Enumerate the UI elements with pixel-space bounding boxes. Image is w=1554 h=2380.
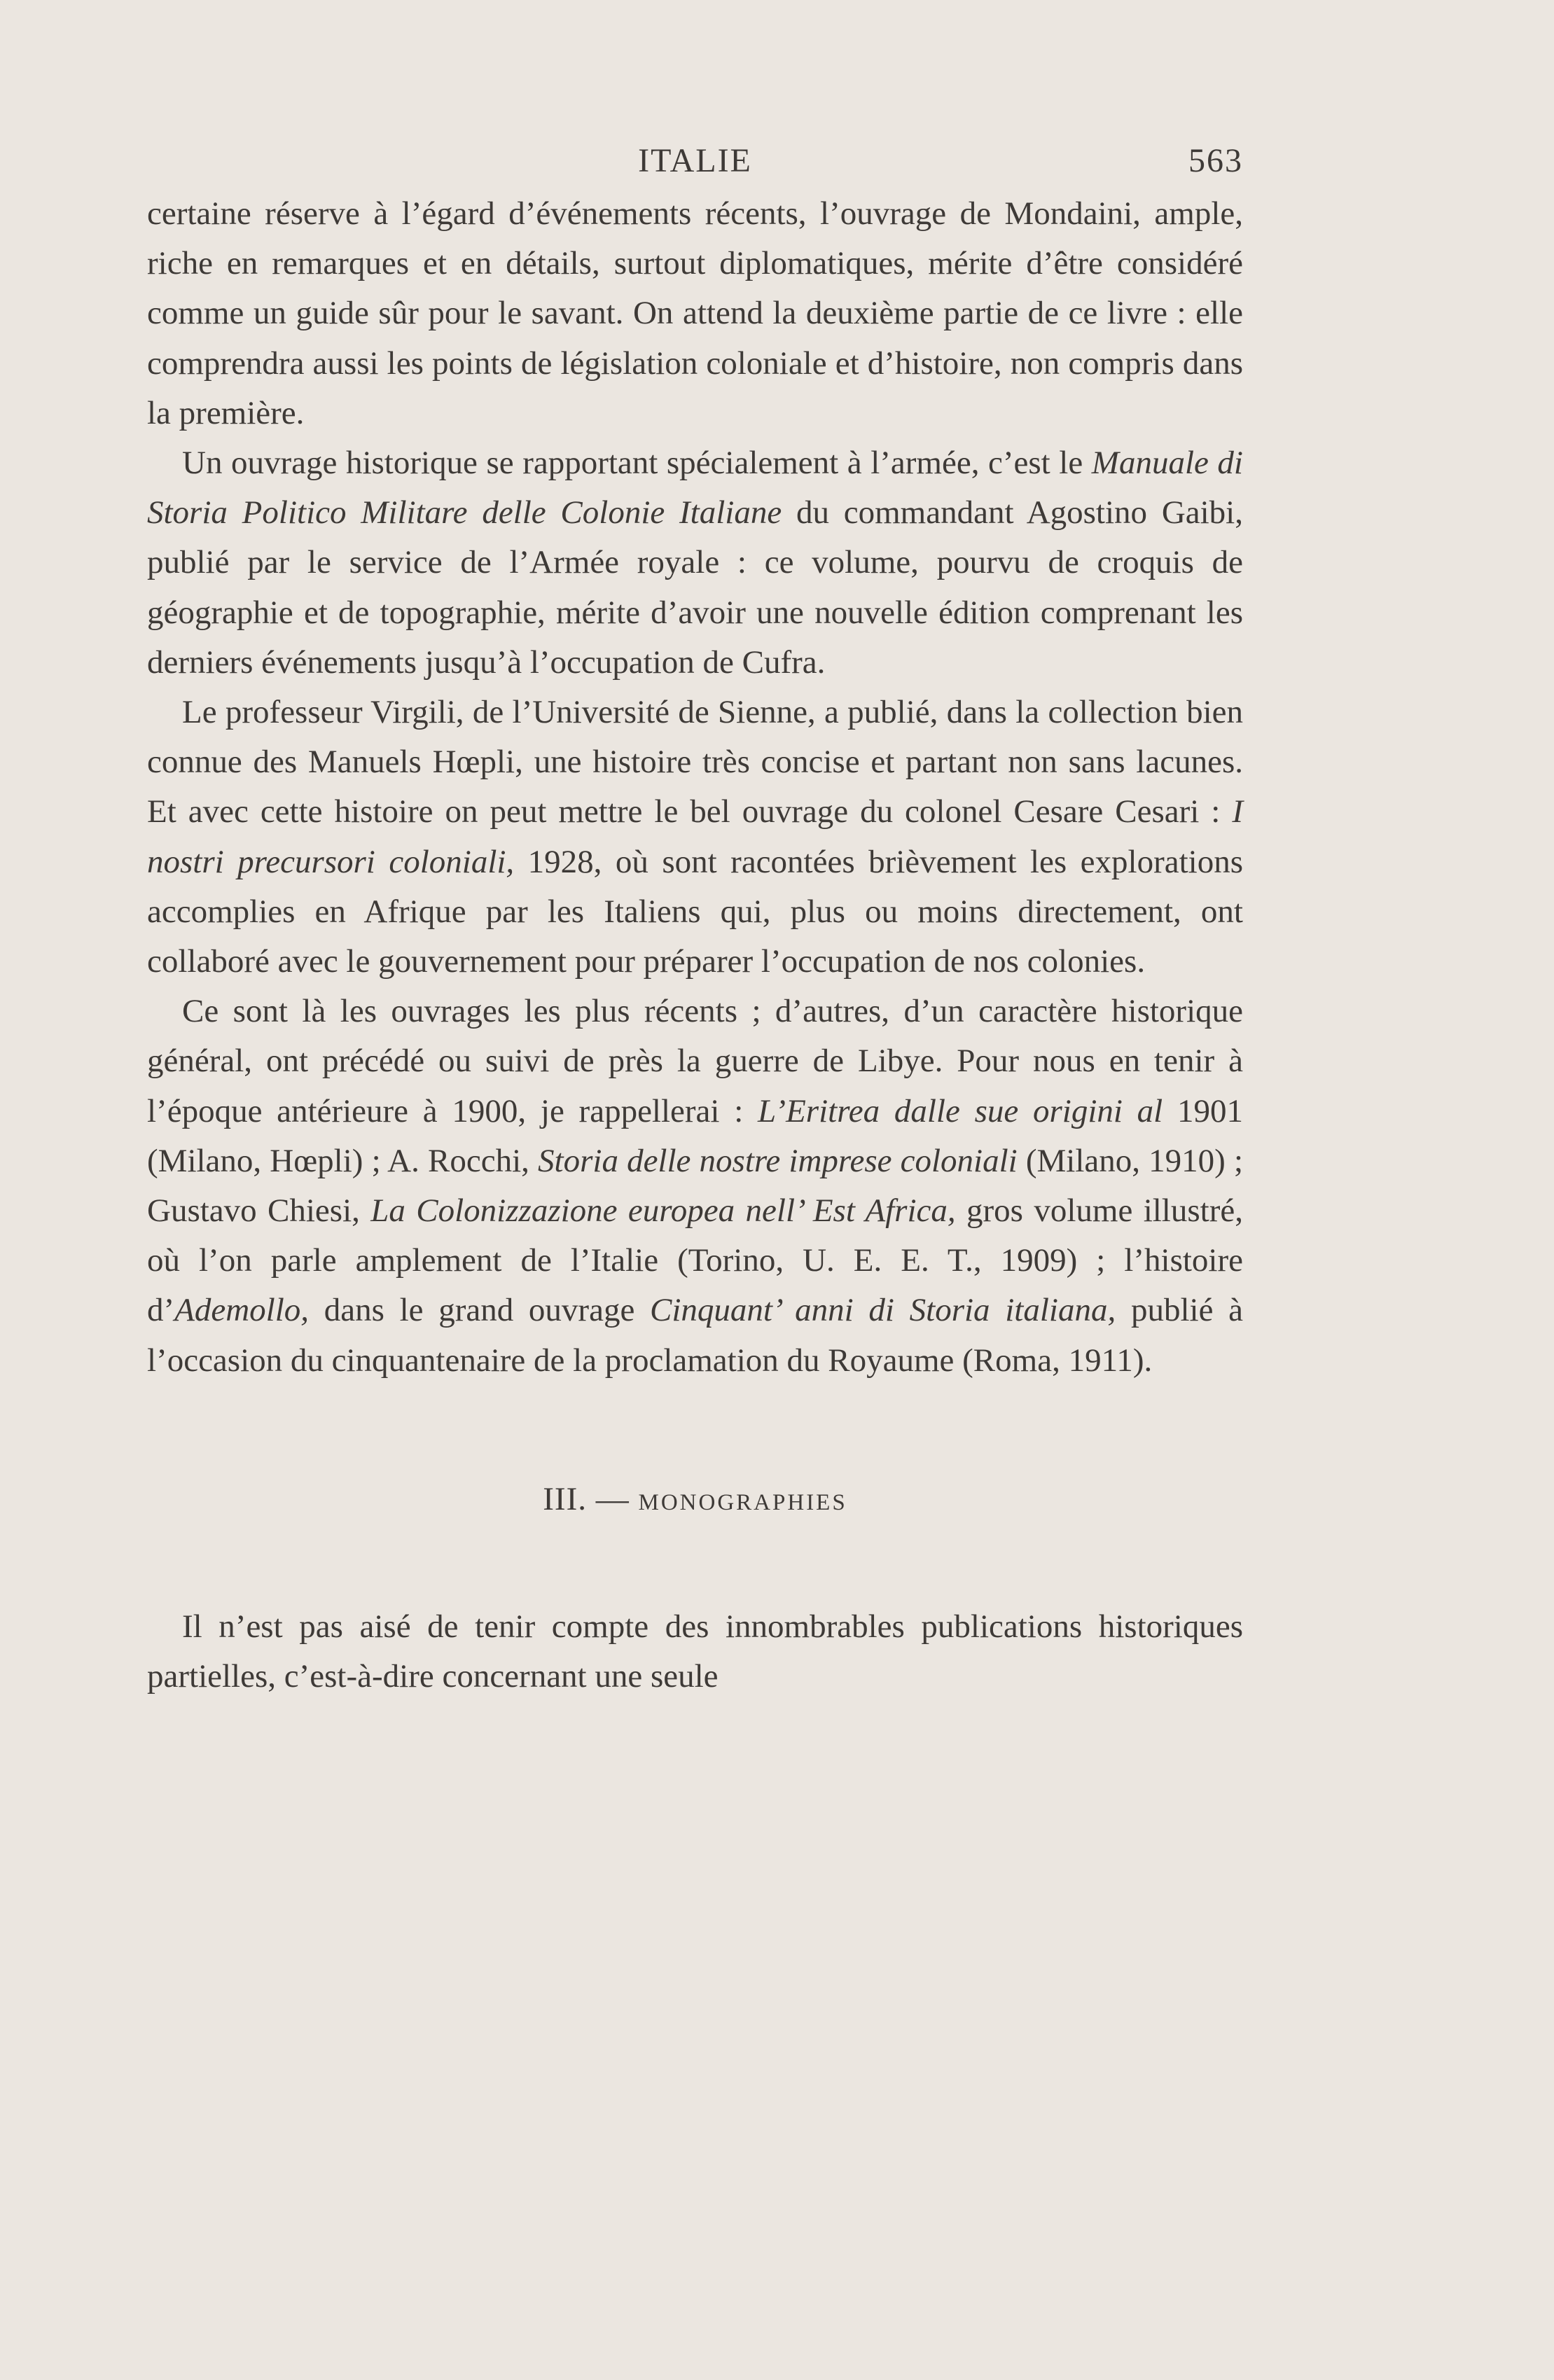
italic-title: Manuale di Storia Politico Militare delle Colonie Italiane <box>147 445 1243 531</box>
section-title: monographies <box>638 1480 847 1517</box>
paragraph-2 <box>147 438 1243 688</box>
text-run: du commandant Agostino Gaibi, publié par le service de l’Armée royale : ce volume, pourvu de croquis de géographie et de topographie, mérite d’avoir une nouvelle édition comprenant les derniers événements jusqu’à l’occupation de Cufra. <box>147 494 1243 681</box>
italic-title: La Colonizzazione europea nell’ Est Africa, <box>370 1192 956 1230</box>
paragraph-4 <box>147 987 1243 1386</box>
italic-title: Storia delle nostre imprese coloniali <box>538 1142 1018 1179</box>
text-run: Ce sont là les ouvrages les plus récents ; d’autres, d’un caractère historique général, ont précédé ou suivi de près la guerre de Libye. Pour nous en tenir à l’époque antérieure à 1900, je rappellerai : <box>147 993 1243 1129</box>
section-heading <box>147 1480 1243 1518</box>
text-run: Un ouvrage historique se rapportant spécialement à l’armée, c’est le <box>182 445 1092 482</box>
italic-title: Ademollo, <box>174 1292 310 1329</box>
text-run: certaine réserve à l’égard d’événements récents, l’ouvrage de Mondaini, ample, riche en remarques et en détails, surtout diplomatiques, mérite d’être considéré comme un guide sûr pour le savant. On attend la deuxième partie de ce livre : elle comprendra aussi les points de législation coloniale et d’histoire, non compris dans la première. <box>147 195 1243 431</box>
page-content <box>147 133 1243 1702</box>
text-run: publié à l’occasion du cinquantenaire de la proclamation du Royaume (Roma, 1911). <box>147 1292 1243 1379</box>
text-run: gros volume illustré, où l’on parle amplement de l’Italie (Torino, U. E. E. T., 1909) ; l’histoire d’ <box>147 1192 1243 1329</box>
text-run: 1901 (Milano, Hœpli) ; A. Rocchi, <box>147 1092 1243 1179</box>
running-title: ITALIE <box>638 142 752 179</box>
text-run: 1928, où sont racontées brièvement les explorations accomplies en Afrique par les Italiens qui, plus ou moins directement, ont collaboré avec le gouvernement pour préparer l’occupation de nos colonies. <box>147 843 1243 980</box>
paragraph-last: Il n’est pas aisé de tenir compte des innombrables publications historiques partielles, c’est-à-dire concernant une seule <box>147 1608 1243 1695</box>
text-run: (Milano, 1910) ; Gustavo Chiesi, <box>147 1142 1243 1230</box>
page-number: 563 <box>1188 142 1243 179</box>
section-numeral: III. — <box>543 1480 639 1517</box>
body-text <box>147 189 1243 1386</box>
paragraph-3 <box>147 688 1243 987</box>
running-head <box>147 133 1243 189</box>
italic-title: Cinquant’ anni di Storia italiana, <box>650 1292 1116 1329</box>
italic-title: I nostri precursori coloniali, <box>147 793 1243 880</box>
text-run: dans le grand ouvrage <box>309 1292 651 1329</box>
text-run: Le professeur Virgili, de l’Université de Sienne, a publié, dans la collection bien connue des Manuels Hœpli, une histoire très concise et partant non sans lacunes. Et avec cette histoire on peut mettre le bel ouvrage du colonel Cesare Cesari : <box>147 694 1243 830</box>
italic-title: L’Eritrea dalle sue origini al <box>758 1092 1163 1129</box>
paragraph-1 <box>147 189 1243 438</box>
